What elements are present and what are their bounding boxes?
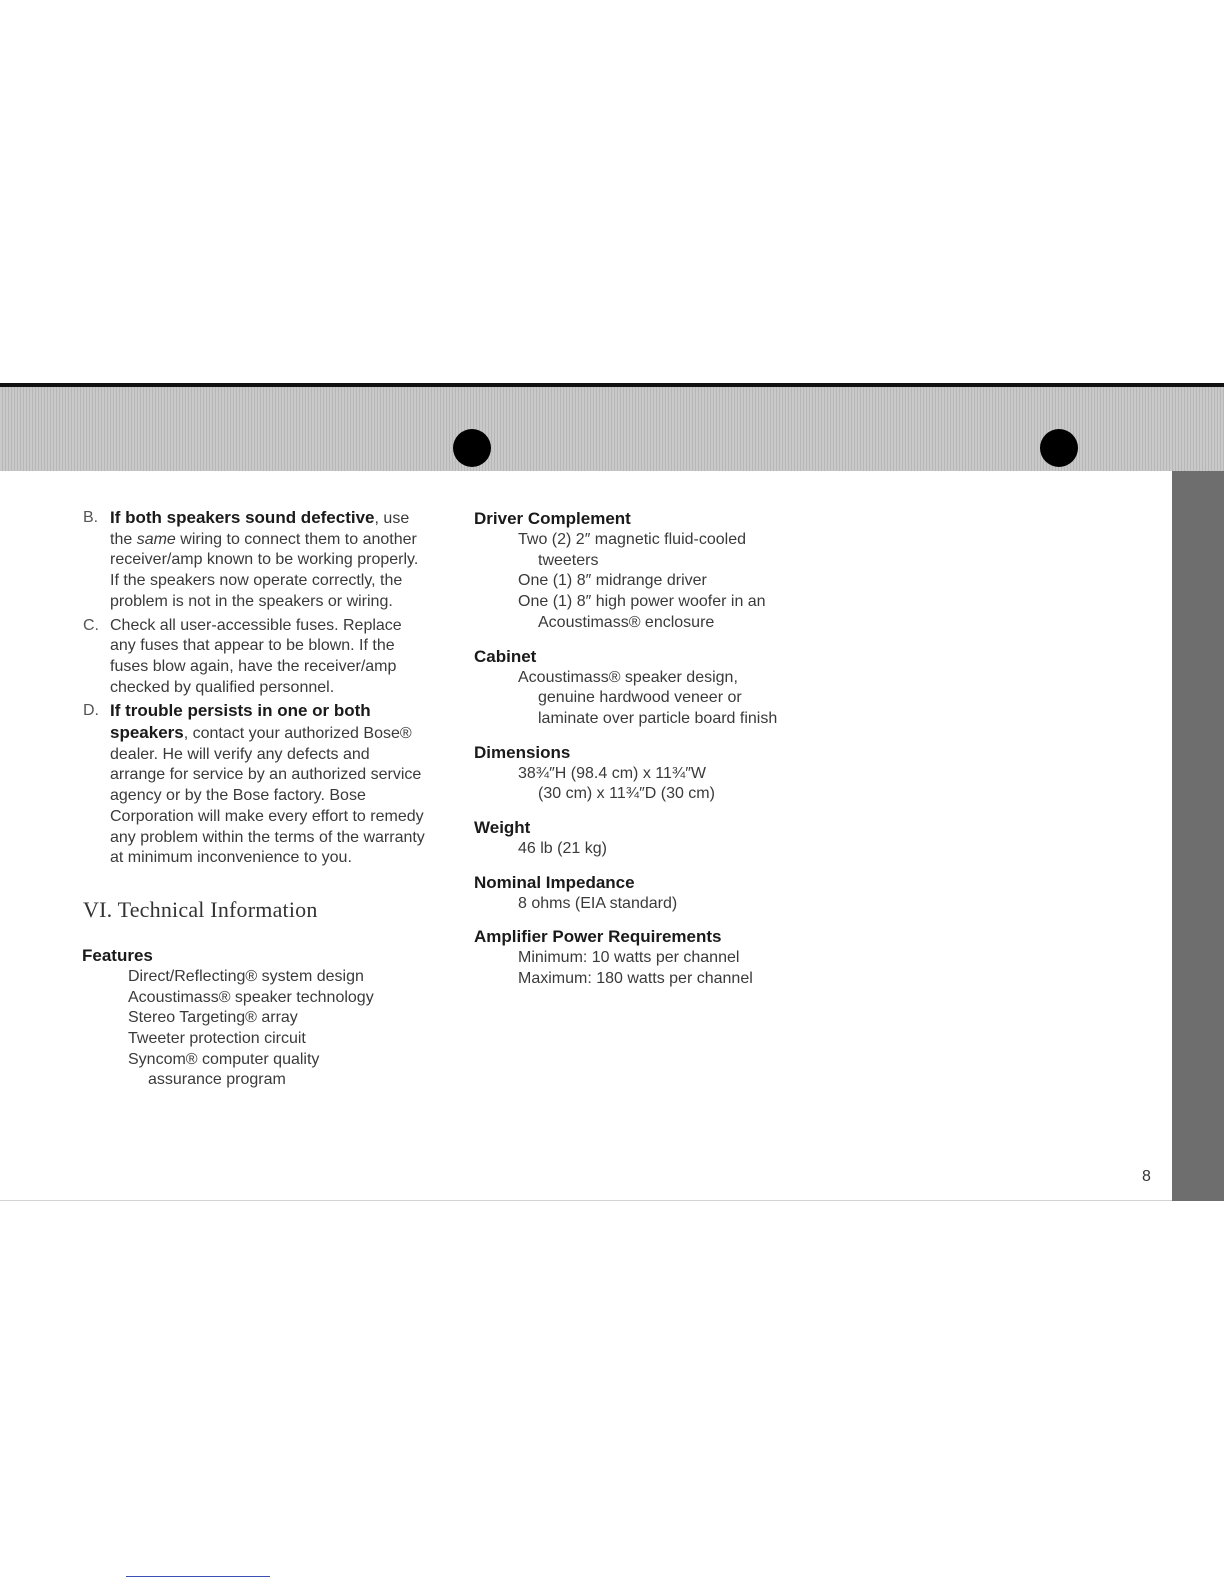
side-tab [1172,471,1224,1201]
right-column [472,508,812,1002]
troubleshoot-item-d: D. If trouble persists in one or both speakers, contact your authorized Bose® dealer. He will verify any defects and arrange for service by an authorized service agency or by the Bose factory. Bose Corporation will make every effort to remedy any problem within the terms of the warranty at minimum inconvenience to you. [83,701,425,867]
features-list [128,967,425,1091]
list-item: Two (2) 2″ magnetic fluid-cooled tweeters [518,531,746,569]
section-title: VI. Technical Information [83,896,318,922]
spec-impedance [472,872,812,915]
list-item: Minimum: 10 watts per channel [518,949,740,967]
list-item: Maximum: 180 watts per channel [518,970,753,988]
list-item: Syncom® computer quality assurance program [128,1050,320,1089]
list-item: Acoustimass® speaker technology [128,988,374,1006]
list-item: 38¾″H (98.4 cm) x 11¾″W (30 cm) x 11¾″D (30 cm) [518,764,715,803]
binder-hole-left [453,429,491,467]
features-heading: Features [82,945,153,965]
footnote-rule [126,1576,270,1577]
header-band [0,387,1224,471]
spec-heading: Nominal Impedance [474,872,635,892]
list-item: 46 lb (21 kg) [518,840,607,858]
spec-heading: Cabinet [474,646,537,666]
list-item: Acoustimass® speaker design, genuine hardwood veneer or laminate over particle board finish [518,668,778,727]
binder-hole-right [1040,429,1078,467]
list-item: Tweeter protection circuit [128,1030,306,1048]
list-item: 8 ohms (EIA standard) [518,894,678,912]
troubleshoot-item-b: B. If both speakers sound defective, use the same wiring to connect them to another receiver/amp known to be working properly. If the speakers now operate correctly, the problem is not in the speakers or wiring. [83,508,419,610]
spec-driver [472,508,812,634]
spec-amplifier [472,926,812,989]
spec-heading: Driver Complement [474,509,631,528]
list-item: Stereo Targeting® array [128,1009,298,1027]
list-item: One (1) 8″ midrange driver [518,572,707,590]
bottom-rule [0,1200,1172,1201]
spec-heading: Amplifier Power Requirements [474,927,722,947]
troubleshoot-item-c: C. Check all user-accessible fuses. Replace any fuses that appear to be blown. If the fuses blow again, have the receiver/amp checked by qualified personnel. [83,616,402,696]
page-number: 8 [1142,1168,1151,1185]
list-item: One (1) 8″ high power woofer in an Acoustimass® enclosure [518,593,766,631]
spec-heading: Weight [474,818,531,838]
spec-heading: Dimensions [474,742,571,762]
spec-cabinet [472,646,812,730]
left-column [80,508,425,1091]
spec-dimensions [472,742,812,805]
list-item: Direct/Reflecting® system design [128,967,364,985]
spec-weight [472,817,812,860]
